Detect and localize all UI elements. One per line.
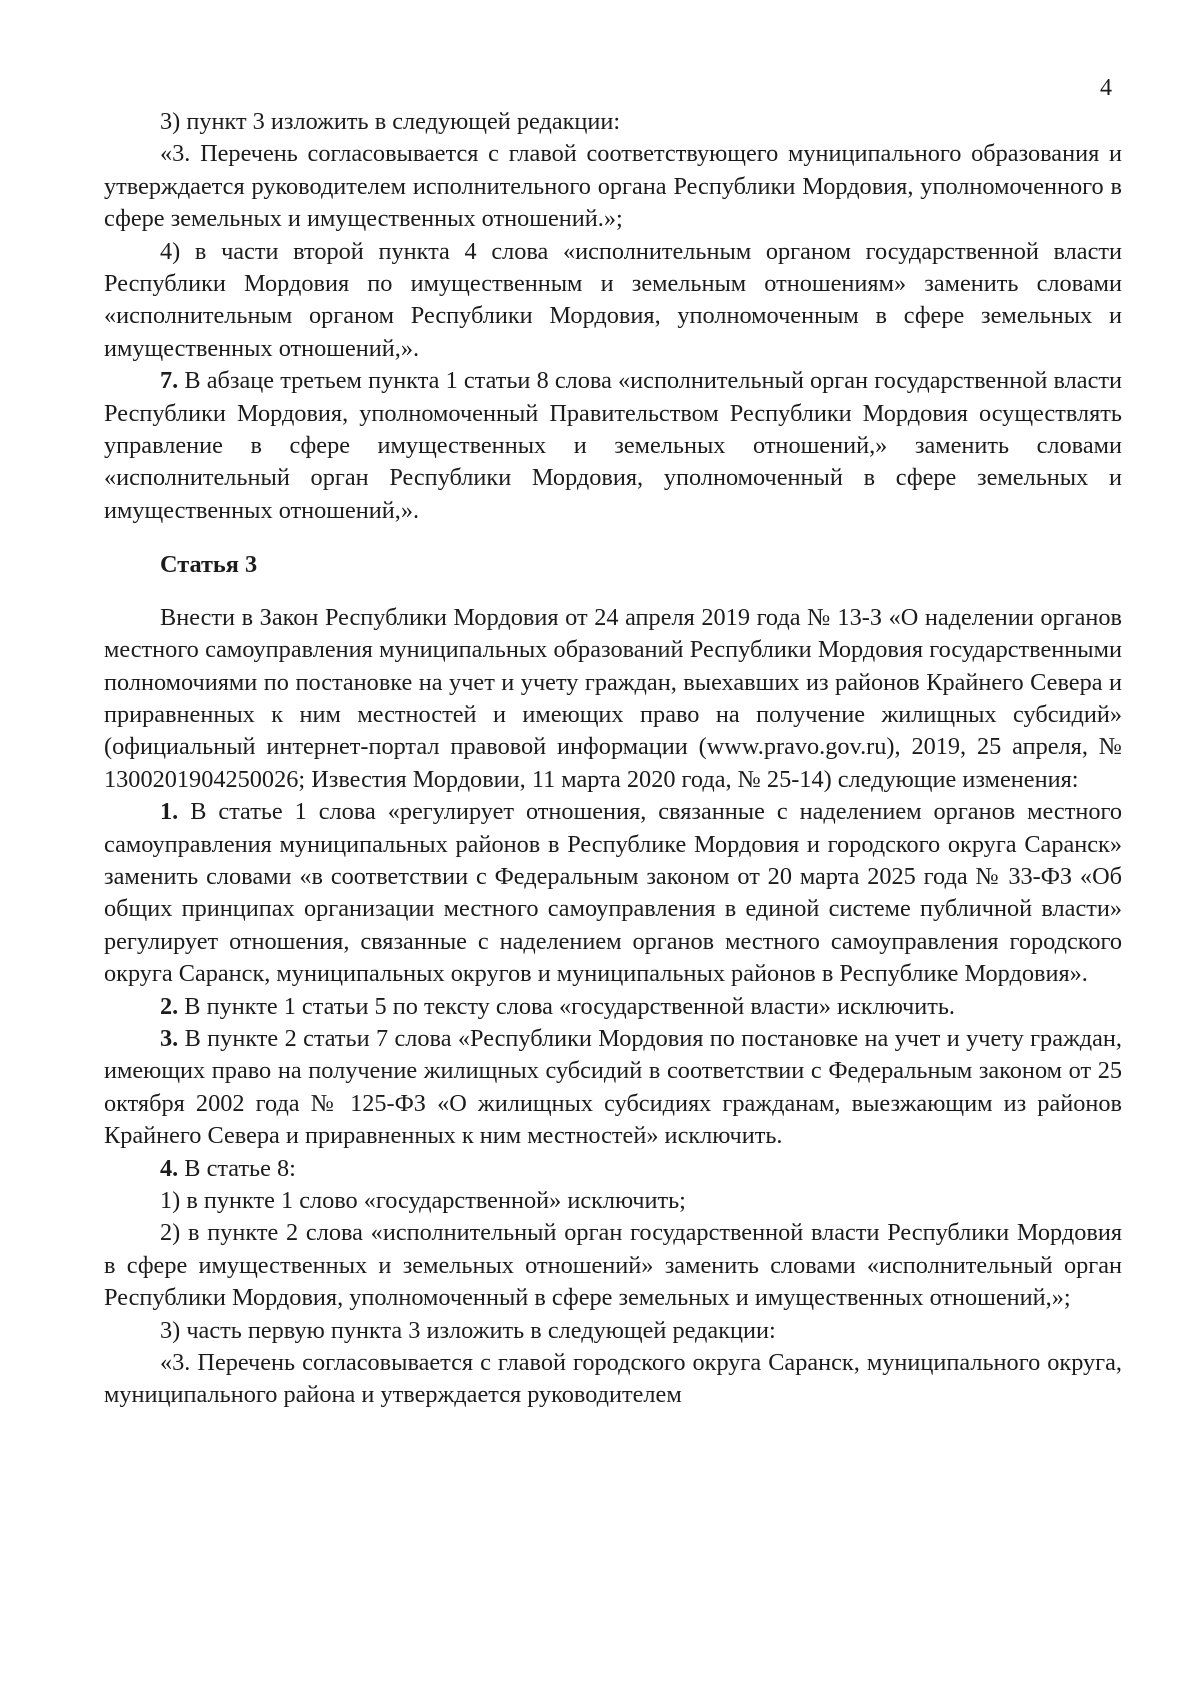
list-item: 2. В пункте 1 статьи 5 по тексту слова «государственной власти» исключить.: [160, 992, 955, 1020]
paragraph: «3. Перечень согласовывается с главой соответствующего муниципального образования и утверждается руководителем исполнительного органа Республики Мордовия, уполномоченного в сфере земельных и имущественных отношений.»;: [104, 140, 1122, 233]
document-body: [104, 106, 1122, 1412]
article-intro: Внести в Закон Республики Мордовия от 24 апреля 2019 года № 13-З «О наделении органов местного самоуправления муниципальных образований Республики Мордовия государственными полномочиями по постановке на учет и учету граждан, выехавших из районов Крайнего Севера и приравненных к ним местностей и имеющих право на получение жилищных субсидий» (официальный интернет-портал правовой информации (www.pravo.gov.ru), 2019, 25 апреля, № 1300201904250026; Известия Мордовии, 11 марта 2020 года, № 25-14) следующие изменения:: [104, 603, 1122, 793]
list-item: 1. В статье 1 слова «регулирует отношения, связанные с наделением органов местного самоуправления муниципальных районов в Республике Мордовия и городского округа Саранск» заменить словами «в соответствии с Федеральным законом от 20 марта 2025 года № 33-ФЗ «Об общих принципах организации местного самоуправления в единой системе публичной власти» регулирует отношения, связанные с наделением органов местного самоуправления городского округа Саранск, муниципальных округов и муниципальных районов в Республике Мордовия».: [104, 798, 1122, 988]
list-item: 3. В пункте 2 статьи 7 слова «Республики Мордовия по постановке на учет и учету граждан, имеющих право на получение жилищных субсидий в соответствии с Федеральным законом от 25 октября 2002 года № 125-ФЗ «О жилищных субсидиях гражданам, выезжающим из районов Крайнего Севера и приравненных к ним местностей» исключить.: [104, 1024, 1122, 1150]
article-heading: Статья 3: [160, 551, 258, 579]
paragraph: 7. В абзаце третьем пункта 1 статьи 8 слова «исполнительный орган государственной власти Республики Мордовия, уполномоченный Правительством Республики Мордовия осуществлять управление в сфере имущественных и земельных отношений,» заменить словами «исполнительный орган Республики Мордовия, уполномоченный в сфере земельных и имущественных отношений,».: [104, 367, 1122, 524]
list-item: 4. В статье 8:: [160, 1154, 296, 1182]
list-item: «3. Перечень согласовывается с главой городского округа Саранск, муниципального округа, муниципального района и утверждается руководителем: [104, 1349, 1122, 1409]
page-number: 4: [1100, 75, 1112, 101]
paragraph: 3) пункт 3 изложить в следующей редакции:: [160, 108, 621, 135]
list-item: 3) часть первую пункта 3 изложить в следующей редакции:: [160, 1316, 776, 1344]
list-item: 2) в пункте 2 слова «исполнительный орган государственной власти Республики Мордовия в сфере имущественных и земельных отношений» заменить словами «исполнительный орган Республики Мордовия, уполномоченный в сфере земельных и имущественных отношений,»;: [104, 1219, 1122, 1312]
list-item: 1) в пункте 1 слово «государственной» исключить;: [160, 1187, 686, 1214]
paragraph: 4) в части второй пункта 4 слова «исполнительным органом государственной власти Республики Мордовия по имущественным и земельным отношениям» заменить словами «исполнительным органом Республики Мордовия, уполномоченным в сфере земельных и имущественных отношений,».: [104, 237, 1122, 362]
